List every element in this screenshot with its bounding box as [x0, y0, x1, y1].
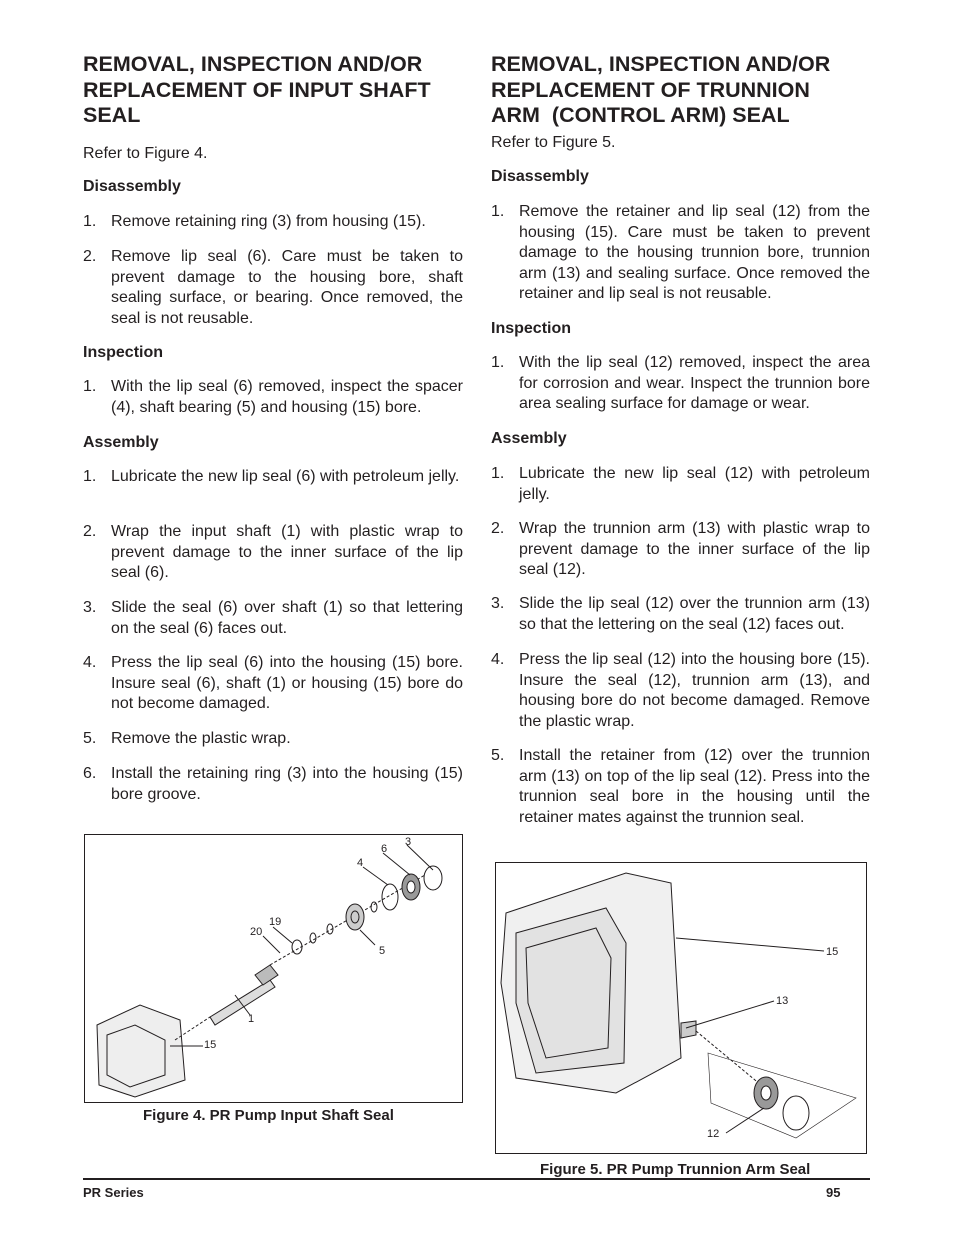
callout-20: 20 [250, 926, 263, 938]
heading-line: REMOVAL, INSPECTION AND/OR [83, 52, 423, 76]
subheading-inspection: Inspection [83, 344, 164, 361]
figure-5-trunnion-arm-diagram [495, 862, 867, 1154]
subheading-disassembly: Disassembly [83, 178, 181, 195]
heading-line: REPLACEMENT OF TRUNNION [491, 77, 810, 102]
bearing-5 [346, 904, 364, 930]
heading-line: REPLACEMENT OF INPUT SHAFT [83, 77, 431, 102]
refer-text: Refer to Figure 4. [83, 145, 208, 162]
subheading-disassembly: Disassembly [491, 168, 589, 185]
figure-4-caption: Figure 4. PR Pump Input Shaft Seal [143, 1107, 394, 1124]
callout-19: 19 [269, 916, 282, 928]
section-heading-trunnion-arm-seal [491, 52, 830, 129]
housing-illustration [496, 863, 866, 1153]
subheading-assembly: Assembly [83, 434, 159, 451]
spline-drawing [255, 965, 278, 985]
retainer-12 [783, 1096, 809, 1130]
callout-13: 13 [776, 995, 789, 1007]
heading-line: REMOVAL, INSPECTION AND/OR [491, 52, 831, 76]
shaft-drawing [210, 980, 275, 1025]
spacer-4 [382, 884, 398, 910]
figure-4-input-shaft-diagram [84, 834, 463, 1103]
callout-5: 5 [379, 945, 386, 957]
section-heading-input-shaft-seal [83, 52, 431, 129]
callout-15: 15 [204, 1039, 217, 1051]
exploded-shaft-illustration [85, 835, 462, 1102]
trunnion-arm-drawing [681, 1021, 696, 1038]
manual-page: REMOVAL, INSPECTION AND/OR REPLACEMENT OF INPUT SHAFT SEAL Refer to Figure 4. Disassembly 1. Remove retaining ring (3) from housing (15). 2. Remove lip seal (6). Care must be taken to prevent damage to the housing bore, shaft sealing surface, or bearing. Once removed, the seal is not reusable. Inspection 1. With the lip seal (6) removed, inspect the spacer (4), shaft bearing (5) and housing (15) bore. Assembly 1. Lubricate the new lip seal (6) with petroleum jelly. 2. Wrap the input shaft (1) with plastic wrap to prevent damage to the inner surface of the lip seal (6). 3. Slide the seal (6) over shaft (1) so that lettering on the seal (6) faces out. 4. Press the lip seal (6) into the housing (15) bore. Insure seal (6), shaft (1) or housing (15) bore do not become damaged. 5. Remove the plastic wrap. 6. Install the retaining ring (3) into the housing (15) bore groove. 3 6 4 19 20 5 1 15 Figure 4. PR Pump Input Shaft Seal REMOVAL, INSPECTION AND/OR REPLACEMENT OF TRUNNION ARM (CONTROL ARM) SEAL Refer to Figure 5. Disassembly 1. Remove the retainer and lip seal (12) from the housing (15). Care must be taken to prevent damage to the housing trunnion bore, trunnion arm (13) and sealing surface. Once removed the retainer and lip seal is not reusable. Inspection 1. With the lip seal (12) removed, inspect the area for corrosion and wear. Inspect the trunnion bore area sealing surface for damage or wear. Assembly 1. Lubricate the new lip seal (12) with petroleum jelly. 2. Wrap the trunnion arm (13) with plastic wrap to prevent damage to the inner surface of the lip seal (12). 3. Slide the lip seal (12) over the trunnion arm (13) so that the lettering on the seal (12) faces out. 4. Press the lip seal (12) into the housing bore (15). Insure the seal (12), trunnion arm (13), and housing bore do not become damaged. Remove the plastic wrap. 5. Install the retainer from (12) over the trunnion arm (13) on top of the lip seal (12). Press into the trunnion seal bore in the housing until the retainer mates against the trunnion seal. 15 13 12 Figure 5. PR Pump Trunnion Arm Seal PR Series 95 [0, 0, 954, 1235]
page-number: 95 [826, 1185, 841, 1200]
refer-text: Refer to Figure 5. [491, 134, 616, 151]
callout-3: 3 [405, 836, 412, 848]
heading-line: ARM (CONTROL ARM) SEAL [491, 103, 790, 127]
subheading-assembly: Assembly [491, 430, 567, 447]
heading-line: SEAL [83, 103, 141, 127]
footer-series: PR Series [83, 1185, 144, 1200]
callout-1: 1 [248, 1013, 255, 1025]
footer-rule [83, 1178, 870, 1180]
callout-12: 12 [707, 1128, 720, 1140]
figure-5-caption: Figure 5. PR Pump Trunnion Arm Seal [540, 1161, 811, 1178]
callout-6: 6 [381, 843, 388, 855]
subheading-inspection: Inspection [491, 320, 572, 337]
callout-4: 4 [357, 857, 364, 869]
callout-15: 15 [826, 946, 839, 958]
